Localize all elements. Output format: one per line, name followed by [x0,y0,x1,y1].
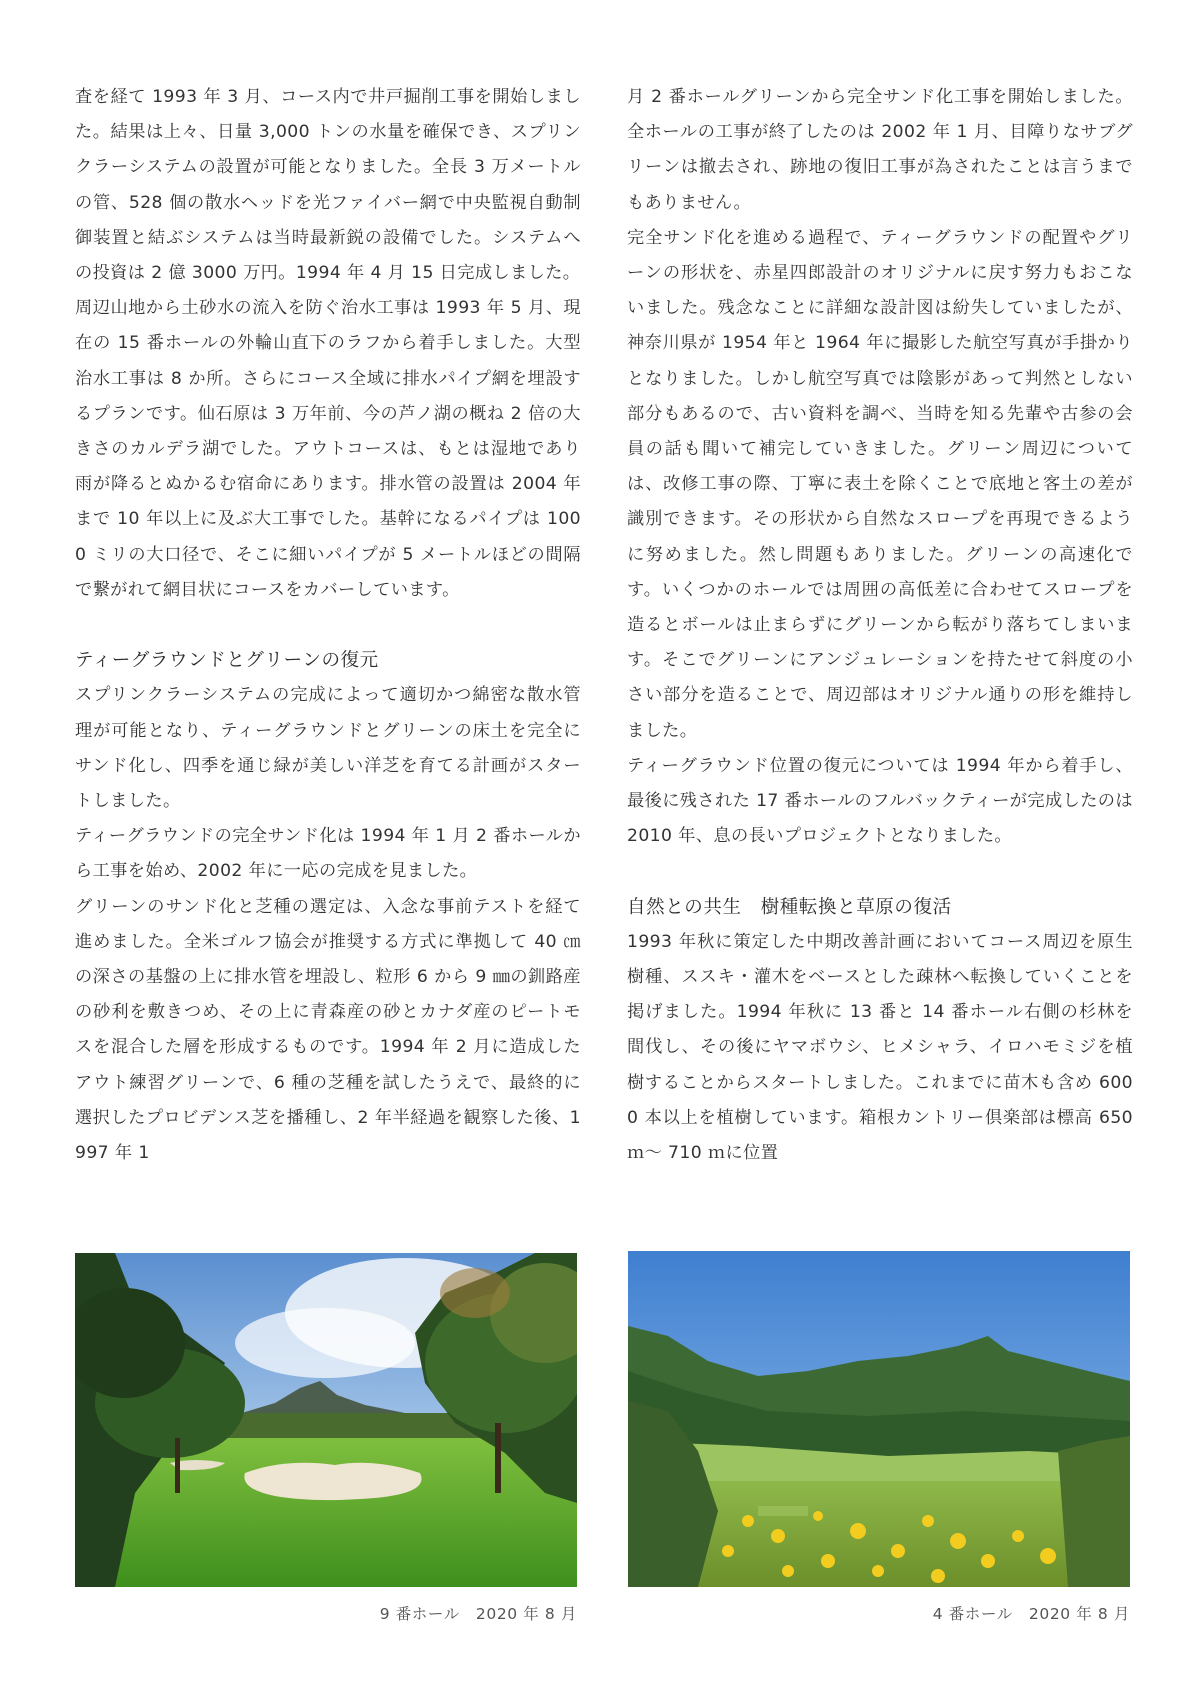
photo-caption-right: 4 番ホール 2020 年 8 月 [932,1605,1130,1623]
golf-course-photo-hole-9 [75,1253,577,1587]
right-column [627,80,1133,1171]
left-paragraph-1: 査を経て 1993 年 3 月、コース内で井戸掘削工事を開始しました。結果は上々、日量 3,000 トンの水量を確保でき、スプリンクラーシステムの設置が可能となりました。全長 3 万メートルの管、528 個の散水ヘッドを光ファイバー網で中央監視自動制御装置と結ぶシステムは当時最新鋭の設備でした。システムへの投資は 2 億 3000 万円。1994 年 4 月 15 日完成しました。 [75,87,581,284]
left-paragraph-3: スプリンクラーシステムの完成によって適切かつ綿密な散水管理が可能となり、ティーグラウンドとグリーンの床土を完全にサンド化し、四季を通じ緑が美しい洋芝を育てる計画がスタートしました。 [75,685,581,812]
left-column [75,80,581,1171]
right-paragraph-2: 完全サンド化を進める過程で、ティーグラウンドの配置やグリーンの形状を、赤星四郎設計のオリジナルに戻す努力もおこないました。残念なことに詳細な設計図は紛失していましたが、神奈川県が 1954 年と 1964 年に撮影した航空写真が手掛かりとなりました。しかし航空写真では陰影があって判然としない部分もあるので、古い資料を調べ、当時を知る先輩や古参の会員の話も聞いて補完していきました。グリーン周辺については、改修工事の際、丁寧に表土を除くことで底地と客土の差が識別できます。その形状から自然なスロープを再現できるように努めました。然し問題もありました。グリーンの高速化です。いくつかのホールでは周囲の高低差に合わせてスロープを造るとボールは止まらずにグリーンから転がり落ちてしまいます。そこでグリーンにアンジュレーションを持たせて斜度の小さい部分を造ることで、周辺部はオリジナル通りの形を維持しました。 [627,227,1133,741]
section-heading-nature: 自然との共生 樹種転換と草原の復活 [627,896,952,918]
left-paragraph-4: ティーグラウンドの完全サンド化は 1994 年 1 月 2 番ホールから工事を始め、2002 年に一応の完成を見ました。 [75,826,581,882]
right-paragraph-1: 月 2 番ホールグリーンから完全サンド化工事を開始しました。全ホールの工事が終了したのは 2002 年 1 月、目障りなサブグリーンは撤去され、跡地の復旧工事が為されたことは言うまでもありません。 [627,87,1133,213]
photo-caption-left: 9 番ホール 2020 年 8 月 [379,1605,577,1623]
section-heading-tee-green: ティーグラウンドとグリーンの復元 [75,650,379,672]
golf-course-photo-hole-4 [628,1251,1130,1587]
left-paragraph-2: 周辺山地から土砂水の流入を防ぐ治水工事は 1993 年 5 月、現在の 15 番ホールの外輪山直下のラフから着手しました。大型治水工事は 8 か所。さらにコース全域に排水パイプ網を埋設するプランです。仙石原は 3 万年前、今の芦ノ湖の概ね 2 倍の大きさのカルデラ湖でした。アウトコースは、もとは湿地であり雨が降るとぬかるむ宿命にあります。排水管の設置は 2004 年まで 10 年以上に及ぶ大工事でした。基幹になるパイプは 1000 ミリの大口径で、そこに細いパイプが 5 メートルほどの間隔で繋がれて網目状にコースをカバーしています。 [75,298,581,600]
right-paragraph-4: 1993 年秋に策定した中期改善計画においてコース周辺を原生樹種、ススキ・灌木をベースとした疎林へ転換していくことを掲げました。1994 年秋に 13 番と 14 番ホール右側の杉林を間伐し、その後にヤマボウシ、ヒメシャラ、イロハモミジを植樹することからスタートしました。これまでに苗木も含め 6000 本以上を植樹しています。箱根カントリー倶楽部は標高 650 ｍ～ 710 ｍに位置 [627,931,1133,1164]
left-paragraph-5: グリーンのサンド化と芝種の選定は、入念な事前テストを経て進めました。全米ゴルフ協会が推奨する方式に準拠して 40 ㎝の深さの基盤の上に排水管を埋設し、粒形 6 から 9 ㎜の釧路産の砂利を敷きつめ、その上に青森産の砂とカナダ産のピートモスを混合した層を形成するものです。1994 年 2 月に造成したアウト練習グリーンで、6 種の芝種を試したうえで、最終的に選択したプロビデンス芝を播種し、2 年半経過を観察した後、1997 年 1 [75,896,581,1164]
right-paragraph-3: ティーグラウンド位置の復元については 1994 年から着手し、最後に残された 17 番ホールのフルバックティーが完成したのは 2010 年、息の長いプロジェクトとなりました。 [627,755,1133,847]
